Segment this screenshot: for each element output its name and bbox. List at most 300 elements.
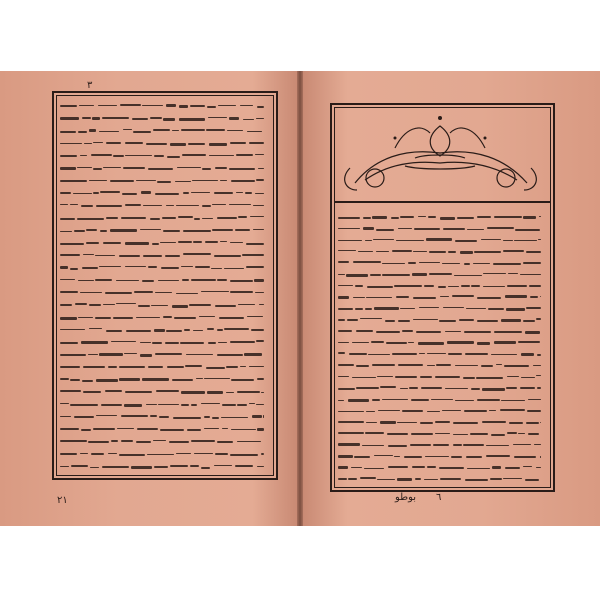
script-stroke [89, 328, 103, 329]
script-stroke [414, 228, 439, 230]
script-stroke [222, 404, 235, 405]
script-stroke [408, 262, 415, 265]
script-stroke [113, 155, 123, 157]
script-stroke [226, 366, 238, 368]
script-stroke [205, 241, 218, 243]
script-stroke [515, 229, 540, 231]
script-stroke [131, 466, 152, 468]
script-stroke [217, 441, 233, 443]
script-stroke [540, 422, 541, 423]
script-stroke [235, 229, 250, 230]
script-stroke [201, 291, 228, 292]
script-stroke [442, 410, 461, 411]
script-stroke [253, 205, 264, 206]
script-stroke [338, 330, 352, 332]
script-stroke [166, 205, 174, 207]
script-stroke [77, 167, 92, 169]
script-stroke [419, 262, 441, 263]
script-stroke [353, 297, 365, 298]
script-stroke [83, 391, 102, 393]
script-stroke [483, 286, 505, 287]
script-stroke [378, 410, 400, 412]
script-stroke [429, 273, 452, 275]
script-stroke [394, 456, 400, 457]
script-stroke [143, 255, 162, 257]
script-stroke [365, 240, 372, 241]
script-stroke [237, 404, 246, 406]
script-stroke [160, 429, 184, 431]
script-stroke [165, 255, 180, 257]
script-stroke [382, 263, 404, 264]
script-stroke [60, 143, 82, 144]
script-stroke [523, 262, 541, 264]
script-stroke [521, 377, 535, 379]
script-stroke [440, 296, 449, 297]
script-stroke [436, 364, 451, 367]
script-stroke [199, 316, 214, 317]
script-stroke [368, 354, 390, 355]
script-stroke [96, 415, 118, 416]
script-stroke [100, 230, 107, 232]
script-stroke [187, 429, 201, 431]
script-stroke [177, 167, 201, 168]
script-stroke [181, 391, 205, 393]
script-stroke [445, 388, 468, 390]
script-stroke [226, 392, 234, 394]
script-stroke [220, 241, 228, 242]
script-stroke [367, 286, 393, 288]
script-stroke [536, 318, 541, 320]
script-stroke [351, 467, 362, 469]
script-stroke [179, 118, 205, 120]
script-stroke [453, 422, 478, 424]
script-stroke [448, 286, 459, 287]
script-stroke [459, 319, 474, 320]
script-stroke [252, 415, 262, 417]
script-stroke [452, 295, 474, 297]
script-stroke [246, 266, 264, 268]
script-stroke [183, 230, 210, 231]
script-stroke [60, 378, 69, 380]
script-stroke [385, 320, 395, 322]
script-stroke [513, 444, 531, 445]
script-stroke [60, 279, 75, 281]
script-stroke [84, 143, 92, 144]
script-stroke [190, 465, 200, 467]
script-stroke [160, 242, 176, 244]
script-stroke [489, 410, 496, 411]
script-stroke [215, 305, 236, 307]
script-stroke [154, 466, 168, 468]
script-stroke [125, 155, 152, 156]
script-stroke [413, 319, 439, 320]
script-stroke [400, 216, 413, 218]
script-stroke [358, 251, 374, 252]
script-stroke [491, 354, 517, 356]
script-stroke [380, 421, 396, 423]
script-stroke [207, 391, 223, 393]
script-stroke [460, 251, 473, 253]
script-stroke [147, 454, 175, 456]
script-stroke [443, 228, 465, 229]
script-stroke [123, 167, 145, 168]
script-stroke [467, 468, 490, 470]
script-stroke [501, 319, 522, 321]
script-stroke [219, 317, 244, 319]
script-stroke [194, 453, 213, 455]
script-stroke [119, 255, 141, 257]
script-stroke [159, 416, 169, 418]
script-stroke [482, 421, 506, 423]
script-stroke [420, 376, 432, 378]
script-stroke [242, 254, 264, 256]
script-stroke [163, 230, 180, 232]
script-stroke [398, 364, 423, 366]
script-stroke [204, 416, 211, 418]
script-stroke [178, 241, 192, 242]
script-stroke [110, 229, 137, 231]
script-stroke [217, 217, 237, 219]
script-stroke [464, 331, 491, 333]
script-stroke [255, 292, 264, 293]
script-stroke [253, 229, 264, 231]
script-stroke [209, 143, 227, 145]
script-stroke [206, 367, 225, 369]
script-stroke [257, 466, 264, 467]
script-stroke [93, 168, 102, 170]
script-stroke [429, 251, 447, 253]
script-stroke [419, 353, 425, 354]
script-stroke [60, 342, 78, 343]
script-stroke [108, 366, 117, 368]
script-stroke [447, 341, 473, 344]
script-stroke [157, 181, 171, 183]
script-stroke [181, 129, 204, 130]
script-stroke [80, 155, 87, 157]
script-stroke [494, 216, 521, 218]
script-stroke [408, 342, 415, 343]
script-stroke [201, 467, 210, 469]
script-stroke [196, 378, 204, 379]
script-stroke [60, 354, 86, 355]
script-stroke [454, 275, 482, 276]
script-stroke [514, 240, 537, 241]
script-stroke [89, 129, 96, 131]
script-stroke [117, 428, 134, 429]
script-stroke [398, 320, 410, 322]
script-stroke [96, 205, 122, 207]
script-stroke [211, 268, 222, 270]
script-stroke [256, 340, 264, 342]
script-stroke [353, 261, 381, 263]
script-stroke [246, 243, 264, 245]
script-stroke [60, 131, 76, 133]
script-stroke [448, 251, 457, 252]
script-stroke [176, 293, 198, 294]
script-stroke [60, 291, 78, 293]
script-stroke [60, 167, 76, 169]
script-stroke [224, 328, 249, 330]
script-stroke [352, 377, 376, 378]
script-stroke [191, 404, 198, 405]
script-stroke [255, 193, 264, 194]
script-stroke [392, 250, 412, 251]
script-stroke [364, 468, 384, 469]
script-stroke [103, 167, 121, 169]
script-stroke [180, 342, 204, 344]
script-stroke [184, 329, 190, 331]
script-stroke [261, 392, 264, 393]
script-stroke [182, 154, 206, 156]
script-stroke [214, 255, 241, 256]
script-stroke [162, 217, 176, 218]
script-stroke [424, 285, 434, 286]
script-stroke [143, 205, 163, 207]
script-stroke [92, 117, 99, 119]
script-stroke [175, 181, 191, 183]
script-stroke [523, 320, 535, 322]
script-stroke [217, 329, 223, 331]
script-stroke [397, 478, 412, 480]
script-stroke [124, 404, 142, 406]
script-stroke [60, 390, 81, 392]
script-stroke [470, 433, 489, 435]
script-stroke [103, 242, 121, 244]
script-stroke [356, 330, 374, 332]
script-stroke [493, 263, 521, 265]
script-stroke [349, 353, 367, 355]
script-stroke [105, 292, 131, 294]
script-stroke [466, 456, 483, 458]
script-stroke [148, 266, 157, 268]
script-stroke [257, 106, 264, 108]
script-stroke [182, 279, 189, 281]
script-stroke [89, 304, 100, 306]
script-stroke [420, 422, 433, 424]
script-stroke [259, 304, 264, 305]
script-stroke [60, 117, 79, 119]
script-stroke [486, 455, 509, 457]
script-stroke [227, 130, 244, 131]
script-stroke [60, 428, 79, 430]
script-stroke [96, 379, 118, 382]
script-stroke [424, 479, 438, 481]
script-stroke [74, 230, 85, 232]
script-stroke [461, 285, 470, 287]
script-stroke [366, 297, 393, 298]
script-stroke [74, 416, 93, 417]
script-stroke [453, 434, 468, 436]
script-stroke [190, 105, 205, 107]
script-stroke [77, 218, 104, 220]
script-stroke [380, 386, 396, 387]
script-stroke [412, 466, 426, 468]
script-stroke [167, 156, 180, 158]
script-stroke [113, 317, 133, 318]
script-stroke [60, 218, 75, 220]
script-stroke [142, 280, 154, 282]
script-stroke [95, 279, 112, 281]
script-stroke [464, 263, 471, 265]
left-text-frame [52, 91, 278, 480]
script-stroke [487, 227, 513, 229]
script-stroke [102, 117, 129, 119]
script-stroke [402, 410, 423, 412]
script-stroke [238, 304, 255, 305]
script-stroke [402, 330, 413, 332]
right-page-bottom-number: ٦ [436, 492, 442, 503]
script-stroke [245, 192, 252, 194]
script-stroke [451, 456, 462, 458]
script-stroke [477, 297, 501, 299]
script-stroke [172, 130, 179, 131]
script-stroke [152, 243, 159, 246]
script-stroke [150, 117, 162, 119]
script-stroke [201, 403, 220, 404]
script-stroke [540, 456, 541, 458]
script-stroke [60, 155, 77, 157]
script-stroke [79, 105, 95, 106]
script-stroke [146, 143, 167, 145]
script-stroke [93, 142, 103, 143]
script-stroke [125, 142, 143, 143]
script-stroke [443, 307, 464, 308]
script-stroke [181, 266, 193, 267]
script-stroke [473, 263, 490, 264]
script-stroke [251, 329, 264, 331]
script-stroke [95, 317, 111, 319]
script-stroke [202, 218, 213, 219]
script-stroke [204, 378, 229, 379]
script-stroke [416, 331, 441, 333]
script-stroke [471, 388, 480, 390]
script-stroke [263, 415, 264, 417]
script-stroke [471, 285, 479, 286]
script-stroke [411, 433, 434, 435]
script-stroke [503, 250, 524, 252]
script-stroke [83, 366, 105, 368]
script-stroke [338, 364, 354, 365]
script-stroke [70, 268, 79, 270]
script-stroke [202, 205, 210, 207]
script-stroke [338, 308, 353, 309]
script-stroke [120, 104, 140, 106]
script-stroke [123, 129, 133, 130]
script-stroke [116, 303, 136, 304]
script-stroke [249, 403, 255, 404]
script-stroke [99, 353, 123, 356]
script-stroke [80, 453, 88, 454]
script-stroke [398, 228, 412, 229]
script-stroke [491, 434, 506, 436]
script-stroke [453, 444, 462, 446]
script-stroke [119, 366, 145, 368]
script-stroke [125, 204, 141, 206]
script-stroke [504, 365, 529, 367]
script-stroke [377, 376, 393, 378]
script-stroke [192, 180, 218, 181]
script-stroke [173, 417, 201, 419]
script-stroke [183, 253, 211, 254]
script-stroke [215, 453, 229, 455]
script-stroke [176, 453, 191, 454]
script-stroke [188, 143, 205, 145]
script-stroke [536, 467, 541, 468]
script-stroke [505, 295, 528, 298]
script-stroke [356, 387, 378, 389]
script-stroke [178, 216, 192, 218]
script-stroke [249, 142, 264, 144]
script-stroke [146, 404, 156, 405]
script-stroke [365, 308, 373, 310]
right-text-block [332, 205, 553, 490]
script-stroke [366, 411, 376, 412]
script-stroke [426, 238, 452, 240]
script-stroke [60, 266, 68, 268]
script-stroke [235, 465, 254, 467]
script-stroke [507, 376, 519, 378]
script-stroke [419, 307, 439, 309]
script-stroke [254, 279, 264, 281]
script-stroke [365, 432, 384, 434]
script-stroke [526, 251, 541, 254]
script-stroke [181, 404, 188, 406]
script-stroke [163, 316, 172, 318]
script-stroke [347, 319, 358, 322]
script-stroke [427, 466, 436, 468]
script-stroke [435, 421, 450, 423]
script-stroke [183, 192, 189, 194]
script-stroke [81, 429, 91, 431]
book-spread [0, 71, 600, 526]
script-stroke [91, 154, 111, 156]
script-stroke [348, 478, 357, 480]
script-stroke [500, 409, 525, 411]
script-stroke [71, 465, 89, 467]
script-stroke [132, 118, 148, 120]
script-stroke [218, 342, 227, 344]
script-stroke [427, 353, 445, 354]
script-stroke [105, 390, 122, 392]
script-stroke [83, 254, 94, 255]
script-stroke [60, 231, 72, 232]
script-stroke [142, 105, 163, 107]
script-stroke [466, 308, 487, 309]
script-stroke [221, 417, 248, 418]
script-stroke [212, 229, 233, 231]
script-stroke [536, 375, 541, 376]
script-stroke [394, 285, 422, 287]
script-stroke [237, 391, 259, 393]
script-stroke [392, 353, 417, 355]
script-stroke [400, 308, 415, 309]
script-stroke [230, 280, 253, 282]
script-stroke [138, 305, 150, 307]
script-stroke [440, 478, 461, 480]
script-stroke [433, 444, 449, 446]
script-stroke [217, 354, 243, 355]
script-stroke [70, 204, 78, 205]
script-stroke [261, 453, 264, 455]
script-stroke [231, 180, 255, 182]
script-stroke [257, 378, 264, 380]
script-stroke [338, 443, 360, 445]
script-stroke [338, 217, 360, 219]
script-stroke [376, 331, 399, 332]
script-stroke [465, 353, 487, 355]
script-stroke [249, 366, 264, 367]
script-stroke [465, 479, 488, 481]
